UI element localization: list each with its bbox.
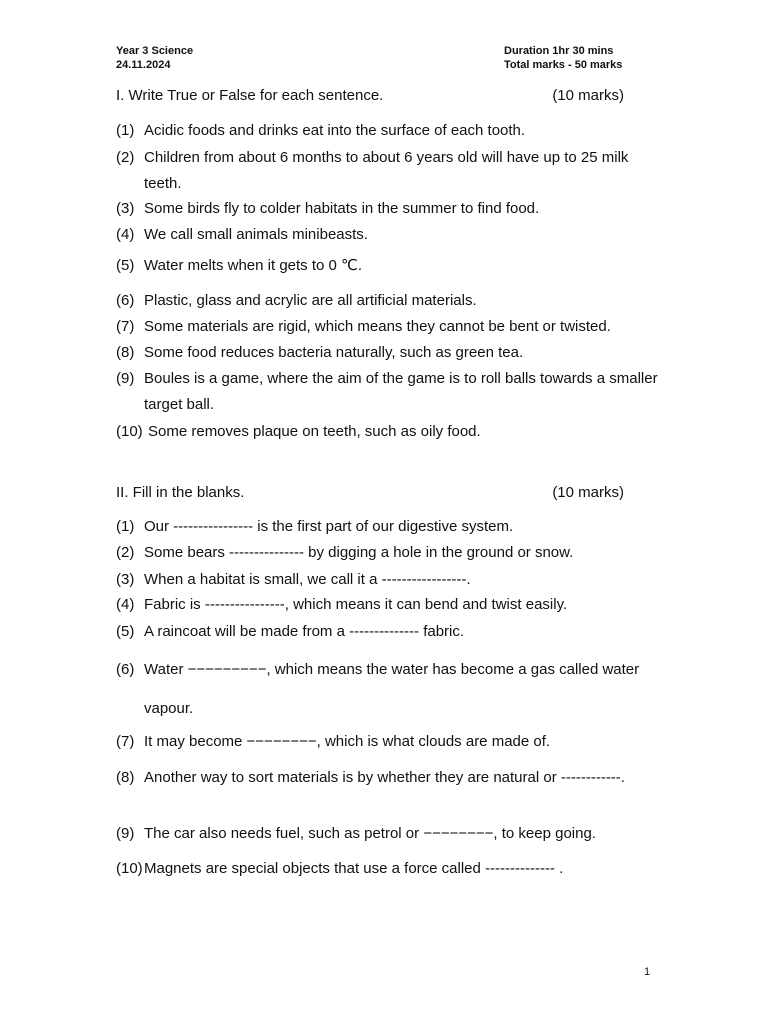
section-1-title xyxy=(116,87,636,104)
header-right xyxy=(504,44,622,72)
item-number: (7) xyxy=(116,733,135,750)
item-number: (6) xyxy=(116,661,135,678)
section-1-marks: (10 marks) xyxy=(552,87,624,104)
fill-blank-item xyxy=(116,514,661,540)
fill-blank-item xyxy=(116,619,661,645)
item-text: Magnets are special objects that use a force called -------------- . xyxy=(144,860,564,877)
total-marks-label: Total marks - 50 marks xyxy=(504,59,623,71)
true-false-item xyxy=(116,419,661,445)
item-number: (8) xyxy=(116,769,135,786)
duration-label: Duration 1hr 30 mins xyxy=(504,45,614,57)
item-number: (2) xyxy=(116,149,135,166)
true-false-item xyxy=(116,340,661,366)
item-text: Another way to sort materials is by whether they are natural or ------------. xyxy=(144,769,625,786)
item-text: Acidic foods and drinks eat into the surface of each tooth. xyxy=(144,122,526,139)
item-number: (4) xyxy=(116,596,135,613)
item-text: Fabric is ----------------, which means it can bend and twist easily. xyxy=(144,596,568,613)
page-number: 1 xyxy=(644,966,651,978)
true-false-item xyxy=(116,222,661,248)
item-text: A raincoat will be made from a -------------- fabric. xyxy=(144,623,465,640)
item-text: Water melts when it gets to 0 ℃. xyxy=(144,257,363,274)
item-number: (5) xyxy=(116,623,135,640)
fill-blank-item xyxy=(116,540,661,566)
item-number: (8) xyxy=(116,344,135,361)
true-false-item xyxy=(116,314,661,340)
item-text: Water −−−−−−−−−, which means the water has become a gas called water vapour. xyxy=(144,661,640,717)
item-text: Children from about 6 months to about 6 years old will have up to 25 milk teeth. xyxy=(144,149,629,192)
true-false-item xyxy=(116,145,661,197)
fill-blank-item xyxy=(116,592,661,618)
fill-blank-item xyxy=(116,650,661,728)
item-number: (9) xyxy=(116,825,135,842)
item-text: It may become −−−−−−−−, which is what clouds are made of. xyxy=(144,733,551,750)
item-text: When a habitat is small, we call it a -----------------. xyxy=(144,571,471,588)
item-number: (9) xyxy=(116,370,135,387)
item-text: Some removes plaque on teeth, such as oily food. xyxy=(148,423,481,440)
fill-blank-item xyxy=(116,821,661,847)
item-text: We call small animals minibeasts. xyxy=(144,226,368,243)
subject-label: Year 3 Science xyxy=(116,45,194,57)
item-text: Some birds fly to colder habitats in the summer to find food. xyxy=(144,200,540,217)
section-1-heading: I. Write True or False for each sentence. xyxy=(116,87,384,104)
true-false-item xyxy=(116,118,661,144)
section-2-title xyxy=(116,484,636,501)
header-left xyxy=(116,44,193,72)
true-false-item xyxy=(116,196,661,222)
item-number: (1) xyxy=(116,122,135,139)
item-number: (1) xyxy=(116,518,135,535)
item-number: (3) xyxy=(116,200,135,217)
exam-date: 24.11.2024 xyxy=(116,59,171,71)
item-number: (6) xyxy=(116,292,135,309)
item-number: (2) xyxy=(116,544,135,561)
fill-blank-item xyxy=(116,729,661,755)
item-number: (10) xyxy=(116,423,143,440)
section-2-heading: II. Fill in the blanks. xyxy=(116,484,245,501)
item-number: (7) xyxy=(116,318,135,335)
item-number: (10) xyxy=(116,860,143,877)
item-number: (5) xyxy=(116,257,135,274)
item-number: (4) xyxy=(116,226,135,243)
item-text: Some materials are rigid, which means they cannot be bent or twisted. xyxy=(144,318,611,335)
true-false-item xyxy=(116,366,661,418)
fill-blank-item xyxy=(116,567,661,593)
fill-blank-item xyxy=(116,856,661,882)
fill-blank-item xyxy=(116,765,661,791)
true-false-item xyxy=(116,288,661,314)
item-text: Boules is a game, where the aim of the game is to roll balls towards a smaller target ball. xyxy=(144,370,658,413)
item-text: Some food reduces bacteria naturally, such as green tea. xyxy=(144,344,524,361)
item-number: (3) xyxy=(116,571,135,588)
item-text: Our ---------------- is the first part of our digestive system. xyxy=(144,518,514,535)
item-text: Some bears --------------- by digging a hole in the ground or snow. xyxy=(144,544,574,561)
section-2-marks: (10 marks) xyxy=(552,484,624,501)
item-text: The car also needs fuel, such as petrol or −−−−−−−−, to keep going. xyxy=(144,825,596,842)
item-text: Plastic, glass and acrylic are all artificial materials. xyxy=(144,292,477,309)
true-false-item xyxy=(116,253,661,279)
